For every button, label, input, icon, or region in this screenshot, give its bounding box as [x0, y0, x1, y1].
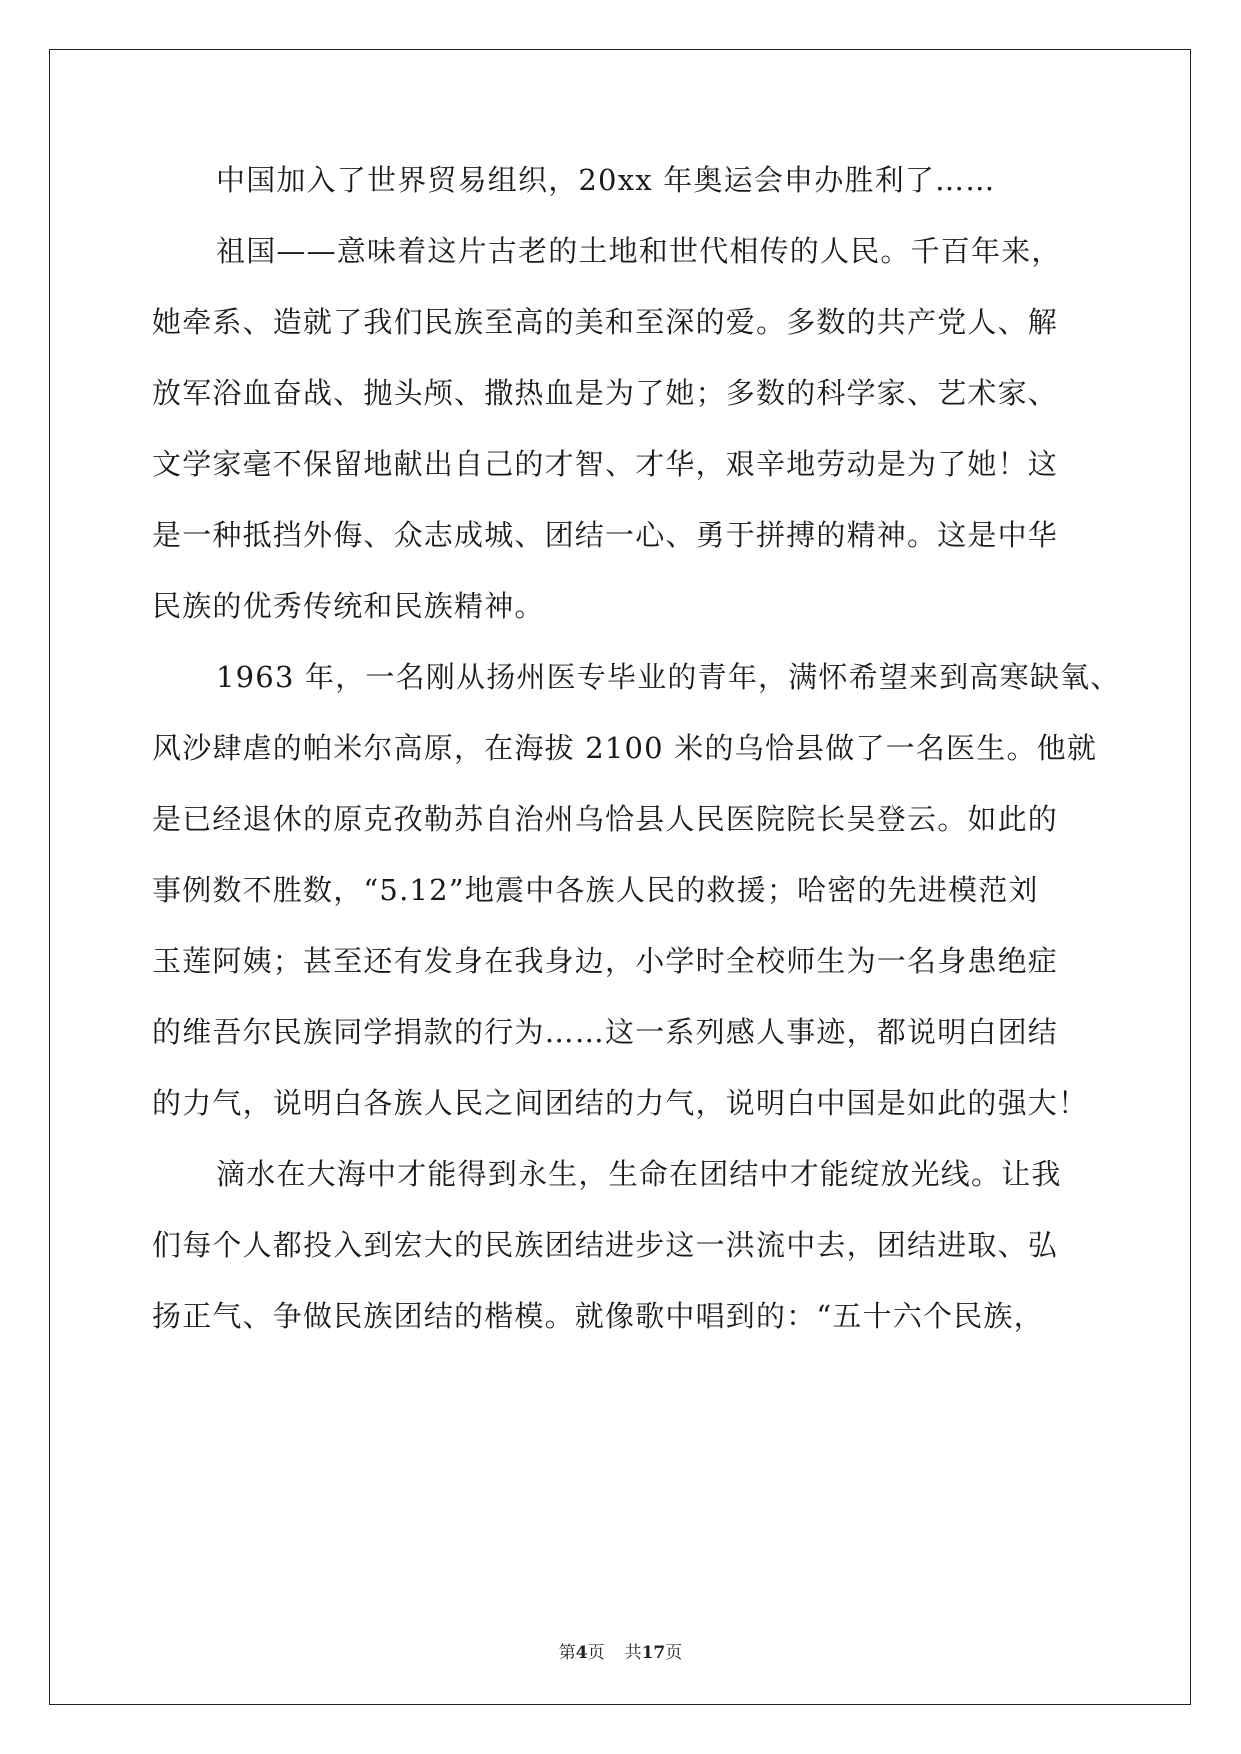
text-line: 中国加入了世界贸易组织，20xx 年奥运会申办胜利了…… [216, 163, 996, 197]
total-label-suffix: 页 [665, 1643, 683, 1663]
text-line: 民族的优秀传统和民族精神。 [152, 589, 545, 623]
text-line: 是已经退休的原克孜勒苏自治州乌恰县人民医院院长吴登云。如此的 [152, 802, 1059, 836]
page-footer [0, 1638, 1241, 1663]
text-line: 扬正气、争做民族团结的楷模。就像歌中唱到的：“五十六个民族， [152, 1299, 1044, 1333]
text-line: 是一种抵挡外侮、众志成城、团结一心、勇于拼搏的精神。这是中华 [152, 518, 1059, 552]
text-line: 滴水在大海中才能得到永生，生命在团结中才能绽放光线。让我 [216, 1157, 1062, 1191]
text-line: 风沙肆虐的帕米尔高原，在海拔 2100 米的乌恰县做了一名医生。他就 [152, 731, 1098, 765]
text-line: 的维吾尔民族同学捐款的行为……这一系列感人事迹，都说明白团结 [152, 1015, 1059, 1049]
total-label-prefix: 共 [624, 1643, 642, 1663]
text-line: 玉莲阿姨；甚至还有发身在我身边，小学时全校师生为一名身患绝症 [152, 944, 1059, 978]
total-pages: 17 [641, 1643, 666, 1663]
text-line: 祖国——意味着这片古老的土地和世代相传的人民。千百年来， [216, 234, 1062, 268]
text-line: 文学家毫不保留地献出自己的才智、才华，艰辛地劳动是为了她！这 [152, 447, 1059, 481]
text-line: 放军浴血奋战、抛头颅、撒热血是为了她；多数的科学家、艺术家、 [152, 376, 1059, 410]
page-label-suffix: 页 [587, 1643, 605, 1663]
text-line: 1963 年，一名刚从扬州医专毕业的青年，满怀希望来到高寒缺氧、 [216, 660, 1121, 694]
text-line: 的力气，说明白各族人民之间团结的力气，说明白中国是如此的强大！ [152, 1086, 1089, 1120]
text-line: 们每个人都投入到宏大的民族团结进步这一洪流中去，团结进取、弘 [152, 1228, 1059, 1262]
page-number: 4 [575, 1643, 588, 1663]
page-label-prefix: 第 [558, 1643, 576, 1663]
text-line: 事例数不胜数，“5.12”地震中各族人民的救援；哈密的先进模范刘 [152, 873, 1039, 907]
text-line: 她牵系、造就了我们民族至高的美和至深的爱。多数的共产党人、解 [152, 305, 1059, 339]
